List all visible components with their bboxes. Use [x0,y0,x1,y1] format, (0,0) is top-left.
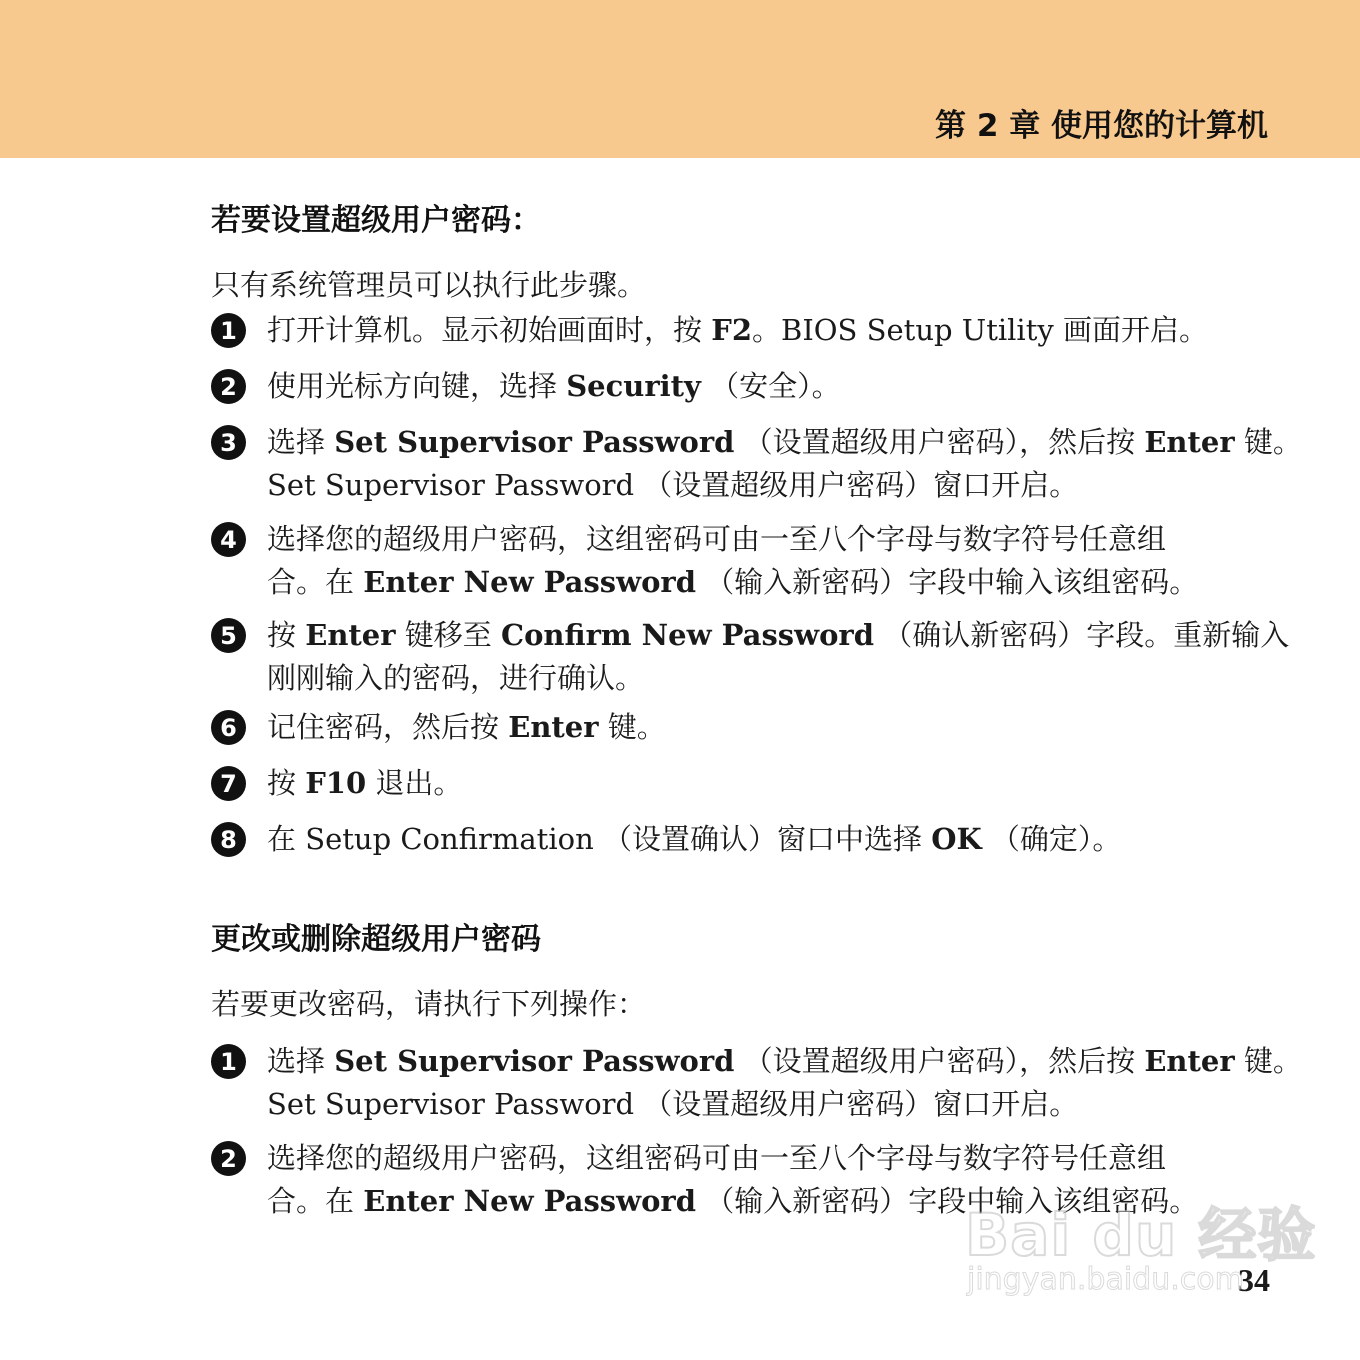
step-text: 选择 [267,1044,335,1078]
step-number-badge: 1 [211,1044,246,1079]
step-text: （设置超级用户密码），然后按 [734,1044,1145,1078]
step-text-line [267,564,1198,600]
step-text-line [267,821,1121,857]
step-text: 记住密码，然后按 [267,710,509,744]
step-text: 。BIOS Setup Utility 画面开启。 [752,313,1208,347]
step-text: （输入新密码）字段中输入该组密码。 [695,1184,1199,1218]
step-text-line [267,424,1302,460]
step-number-badge: 8 [211,822,246,857]
step-text: 合。在 [267,1184,364,1218]
step-text: 选择您的超级用户密码，这组密码可由一至八个字母与数字符号任意组 [267,522,1167,556]
step-text: 键。 [1234,425,1302,459]
step-text-line [267,709,666,745]
step-text: 键。 [1234,1044,1302,1078]
step-number-badge: 2 [211,1141,246,1176]
step-text: （确定）。 [981,822,1122,856]
step-text-line [267,368,841,404]
step-text-bold: Enter [305,618,396,652]
step-text-bold: Security [566,369,701,403]
section-intro-set-password: 只有系统管理员可以执行此步骤。 [211,268,647,302]
section-intro-change-password: 若要更改密码，请执行下列操作： [211,987,647,1021]
step-text: Set Supervisor Password （设置超级用户密码）窗口开启。 [267,1087,1079,1121]
step-text: 刚刚输入的密码，进行确认。 [267,661,645,695]
step-number-badge: 6 [211,710,246,745]
step-text: 按 [267,618,306,652]
step-text: 按 [267,766,306,800]
step-text: 选择 [267,425,335,459]
step-text-line [267,1140,1166,1176]
step-text-line [267,660,644,696]
step-text-bold: F10 [305,766,367,800]
step-text: （安全）。 [700,369,841,403]
baidu-watermark [965,1188,1317,1308]
step-text: （设置超级用户密码），然后按 [734,425,1145,459]
step-number-badge: 4 [211,522,246,557]
step-text-bold: Enter New Password [363,1184,696,1218]
step-text-line [267,765,462,801]
step-text-bold: Enter New Password [363,565,696,599]
step-text: 键。 [598,710,666,744]
step-text-bold: Enter [1144,425,1235,459]
step-text: 打开计算机。显示初始画面时，按 [267,313,712,347]
watermark-logo-text: Bai du 经验 [965,1201,1317,1269]
step-text-line [267,1043,1302,1079]
step-text-bold: Confirm New Password [500,618,874,652]
step-number-badge: 5 [211,618,246,653]
step-text: 退出。 [366,766,463,800]
step-number-badge: 1 [211,313,246,348]
step-text: 键移至 [395,618,501,652]
step-text: （输入新密码）字段中输入该组密码。 [695,565,1199,599]
step-text-line [267,617,1289,653]
step-text-bold: Set Supervisor Password [334,1044,735,1078]
step-text: 选择您的超级用户密码，这组密码可由一至八个字母与数字符号任意组 [267,1141,1167,1175]
step-text-line [267,467,1078,503]
step-text: 合。在 [267,565,364,599]
step-number-badge: 7 [211,766,246,801]
section-heading-set-password: 若要设置超级用户密码： [211,203,541,238]
step-text-bold: F2 [711,313,753,347]
step-text-line [267,1086,1078,1122]
step-text-bold: Set Supervisor Password [334,425,735,459]
page-number: 34 [1238,1262,1270,1298]
step-text-bold: OK [931,822,982,856]
step-number-badge: 3 [211,425,246,460]
watermark-url-text: jingyan.baidu.com [967,1262,1244,1297]
step-text-line [267,521,1166,557]
section-heading-change-password: 更改或删除超级用户密码 [211,922,541,957]
step-number-badge: 2 [211,369,246,404]
step-text-bold: Enter [1144,1044,1235,1078]
chapter-header-band [0,0,1360,158]
step-text: 使用光标方向键，选择 [267,369,567,403]
step-text: 在 Setup Confirmation （设置确认）窗口中选择 [267,822,932,856]
step-text: Set Supervisor Password （设置超级用户密码）窗口开启。 [267,468,1079,502]
step-text-line [267,312,1208,348]
step-text: （确认新密码）字段。重新输入 [874,618,1290,652]
chapter-title: 第 2 章 使用您的计算机 [935,108,1268,144]
step-text-bold: Enter [508,710,599,744]
